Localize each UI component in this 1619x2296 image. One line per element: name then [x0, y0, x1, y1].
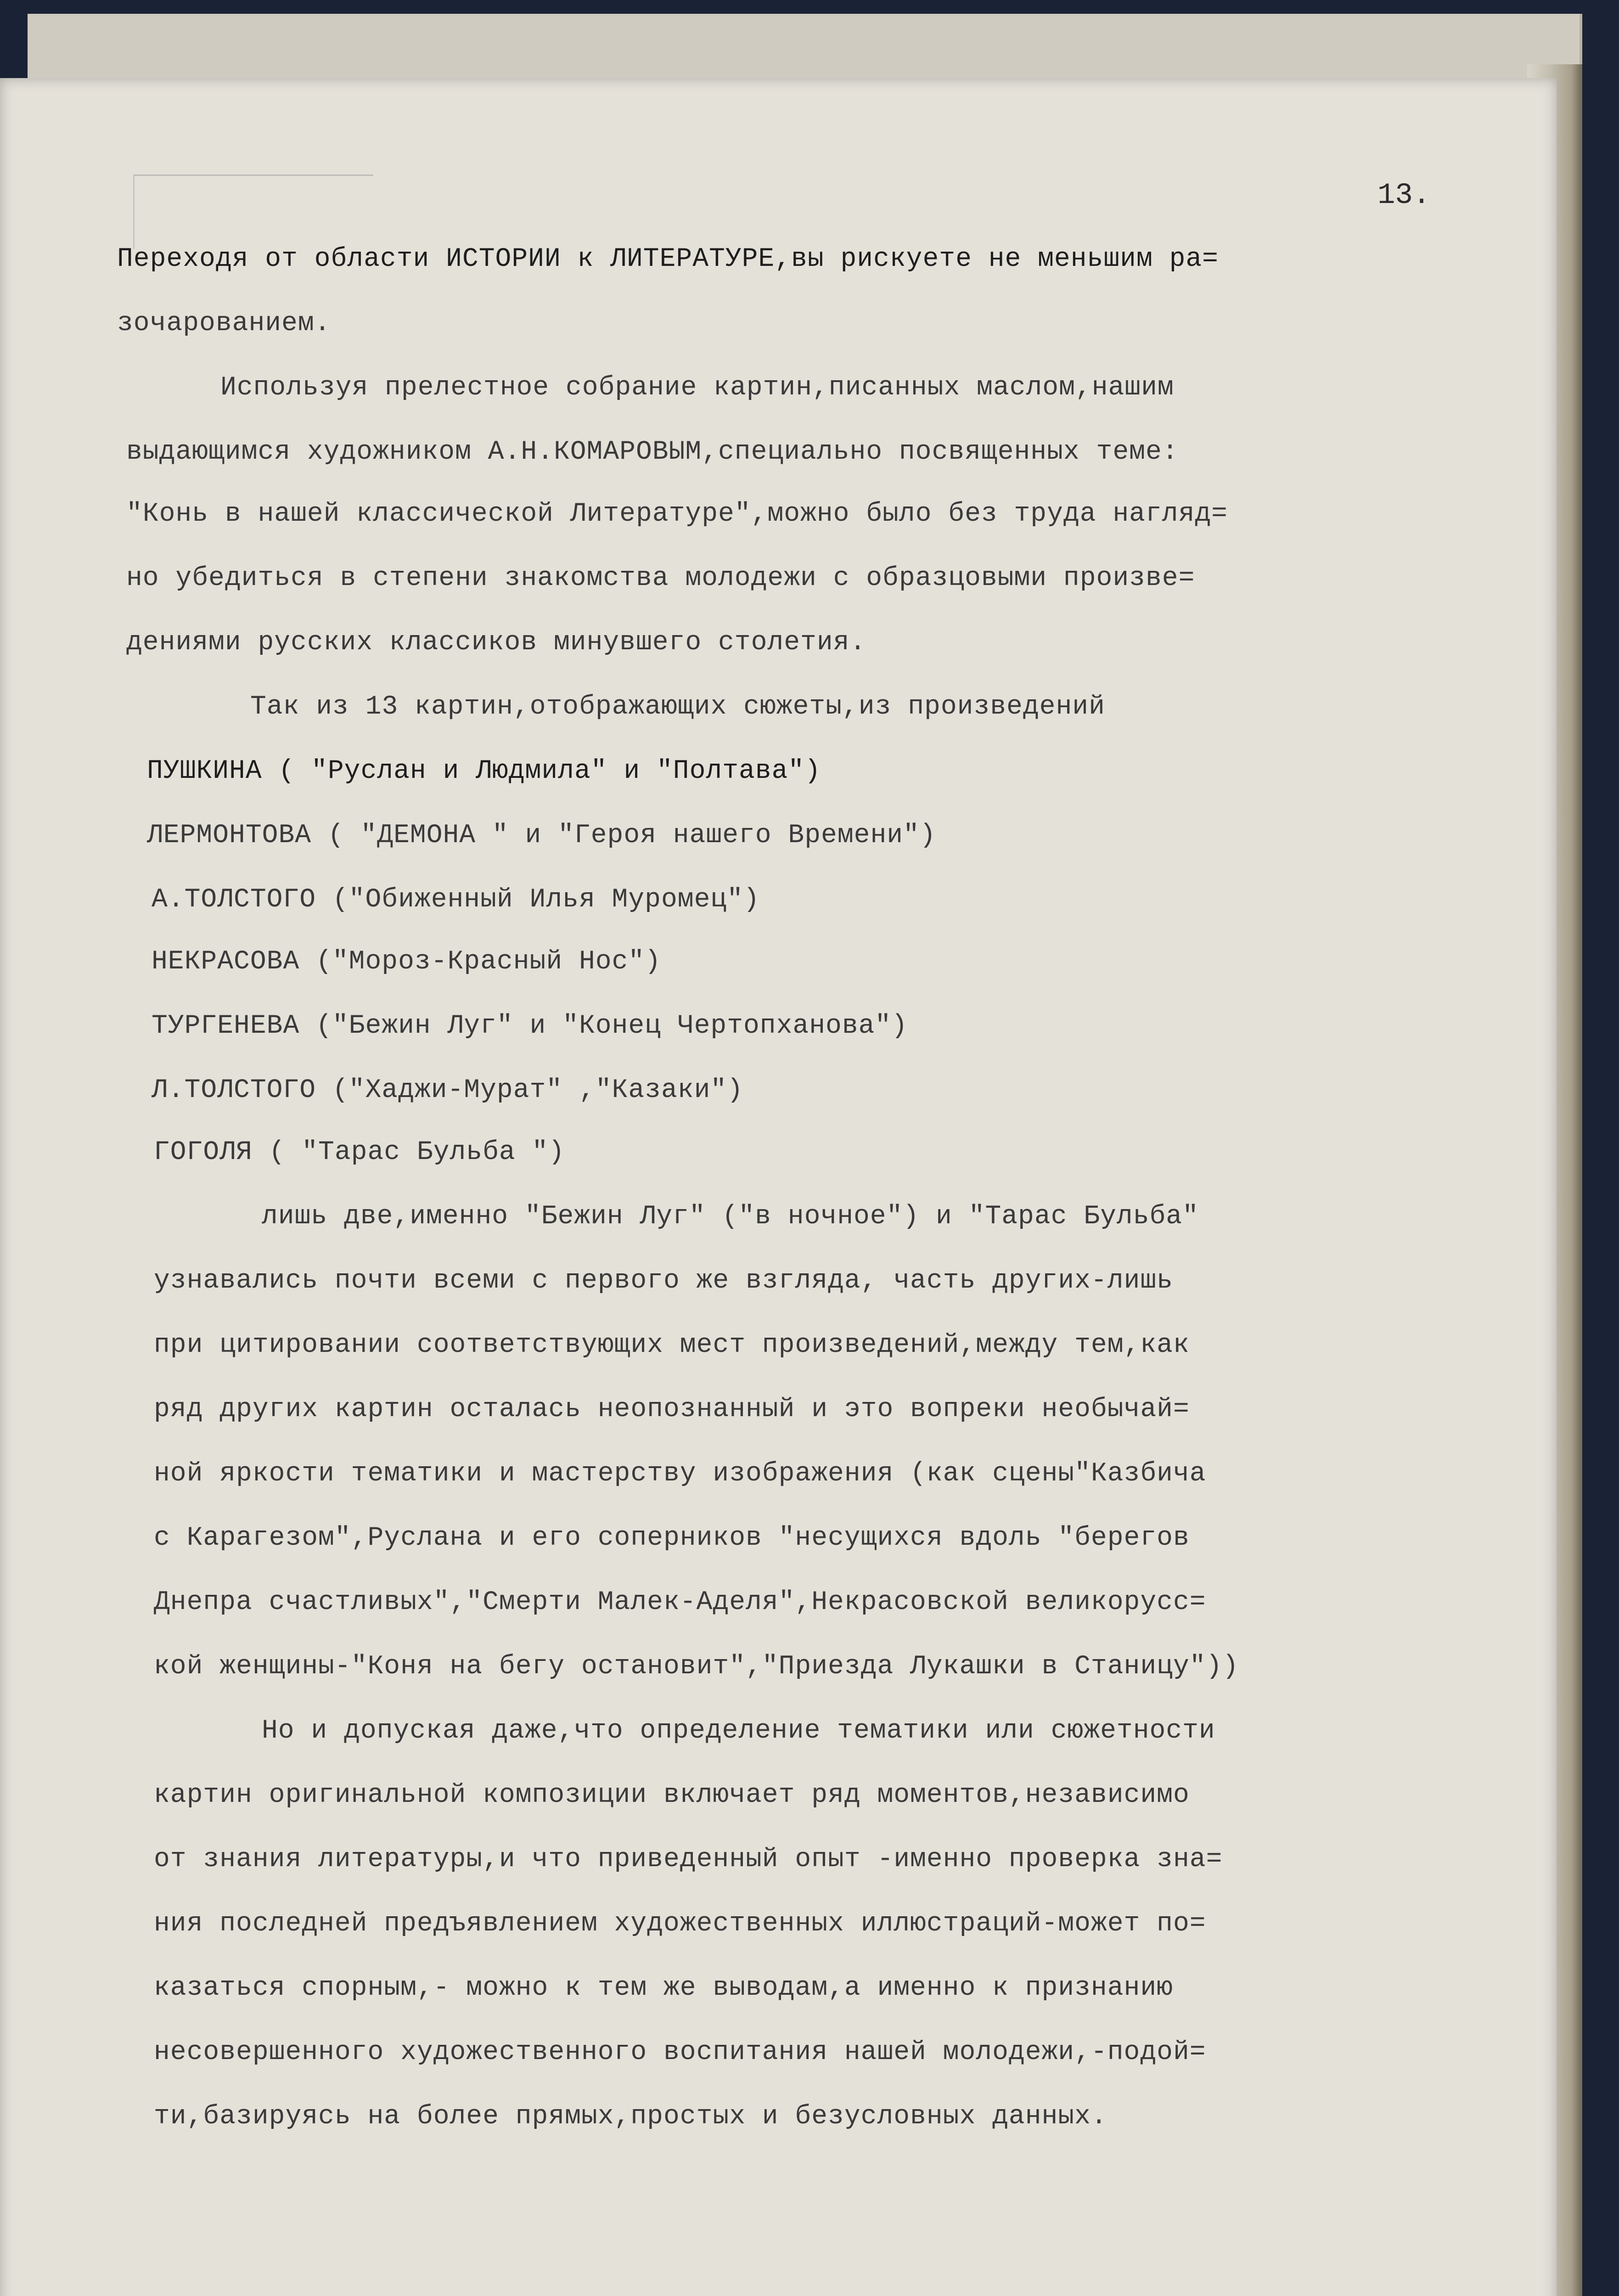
- text-line: Используя прелестное собрание картин,писанных маслом,нашим: [220, 373, 1174, 403]
- text-line: ПУШКИНА ( "Руслан и Людмила" и "Полтава"): [147, 756, 821, 786]
- text-line: ТУРГЕНЕВА ("Бежин Луг" и "Конец Чертопханова"): [152, 1011, 908, 1041]
- text-line: ГОГОЛЯ ( "Тарас Бульба "): [154, 1137, 565, 1167]
- text-line: ния последней предъявлением художественных иллюстраций-может по=: [154, 1909, 1206, 1939]
- text-line: ЛЕРМОНТОВА ( "ДЕМОНА " и "Героя нашего Времени"): [147, 821, 936, 850]
- text-line: А.ТОЛСТОГО ("Обиженный Илья Муромец"): [152, 885, 760, 915]
- text-line: НЕКРАСОВА ("Мороз-Красный Нос"): [152, 947, 661, 977]
- text-line: но убедиться в степени знакомства молодежи с образцовыми произве=: [126, 563, 1195, 593]
- text-line: Но и допуская даже,что определение тематики или сюжетности: [262, 1716, 1215, 1746]
- text-line: зочарованием.: [117, 309, 331, 338]
- document-body: [0, 78, 1557, 2296]
- text-line: узнавались почти всеми с первого же взгляда, часть других-лишь: [154, 1266, 1173, 1296]
- text-line: Л.ТОЛСТОГО ("Хаджи-Мурат" ,"Казаки"): [152, 1075, 744, 1105]
- text-line: казаться спорным,- можно к тем же выводам,а именно к признанию: [154, 1973, 1173, 2003]
- text-line: несовершенного художественного воспитания нашей молодежи,-подой=: [154, 2037, 1206, 2067]
- text-line: выдающимся художником А.Н.КОМАРОВЫМ,специально посвященных теме:: [126, 437, 1179, 467]
- text-line: картин оригинальной композиции включает ряд моментов,независимо: [154, 1780, 1190, 1810]
- text-line: Переходя от области ИСТОРИИ к ЛИТЕРАТУРЕ,вы рискуете не меньшим ра=: [117, 244, 1219, 274]
- text-line: от знания литературы,и что приведенный опыт -именно проверка зна=: [154, 1845, 1223, 1874]
- text-line: Днепра счастливых","Смерти Малек-Аделя",Некрасовской великорусс=: [154, 1587, 1206, 1617]
- text-line: Так из 13 картин,отображающих сюжеты,из произведений: [250, 692, 1105, 722]
- text-line: ной яркости тематики и мастерству изображения (как сцены"Казбича: [154, 1459, 1206, 1489]
- text-line: дениями русских классиков минувшего столетия.: [126, 628, 866, 658]
- text-line: ряд других картин осталась неопознанный и это вопреки необычай=: [154, 1395, 1190, 1424]
- text-line: с Карагезом",Руслана и его соперников "несущихся вдоль "берегов: [154, 1523, 1190, 1553]
- text-line: при цитировании соответствующих мест произведений,между тем,как: [154, 1330, 1190, 1360]
- document-page: [0, 78, 1557, 2296]
- text-line: ти,базируясь на более прямых,простых и безусловных данных.: [154, 2102, 1107, 2132]
- text-line: лишь две,именно "Бежин Луг" ("в ночное") и "Тарас Бульба": [262, 1202, 1199, 1232]
- page-number: 13.: [1377, 179, 1431, 212]
- text-line: "Конь в нашей классической Литературе",можно было без труда нагляд=: [126, 499, 1228, 529]
- text-line: кой женщины-"Коня на бегу остановит","Приезда Лукашки в Станицу")): [154, 1652, 1239, 1682]
